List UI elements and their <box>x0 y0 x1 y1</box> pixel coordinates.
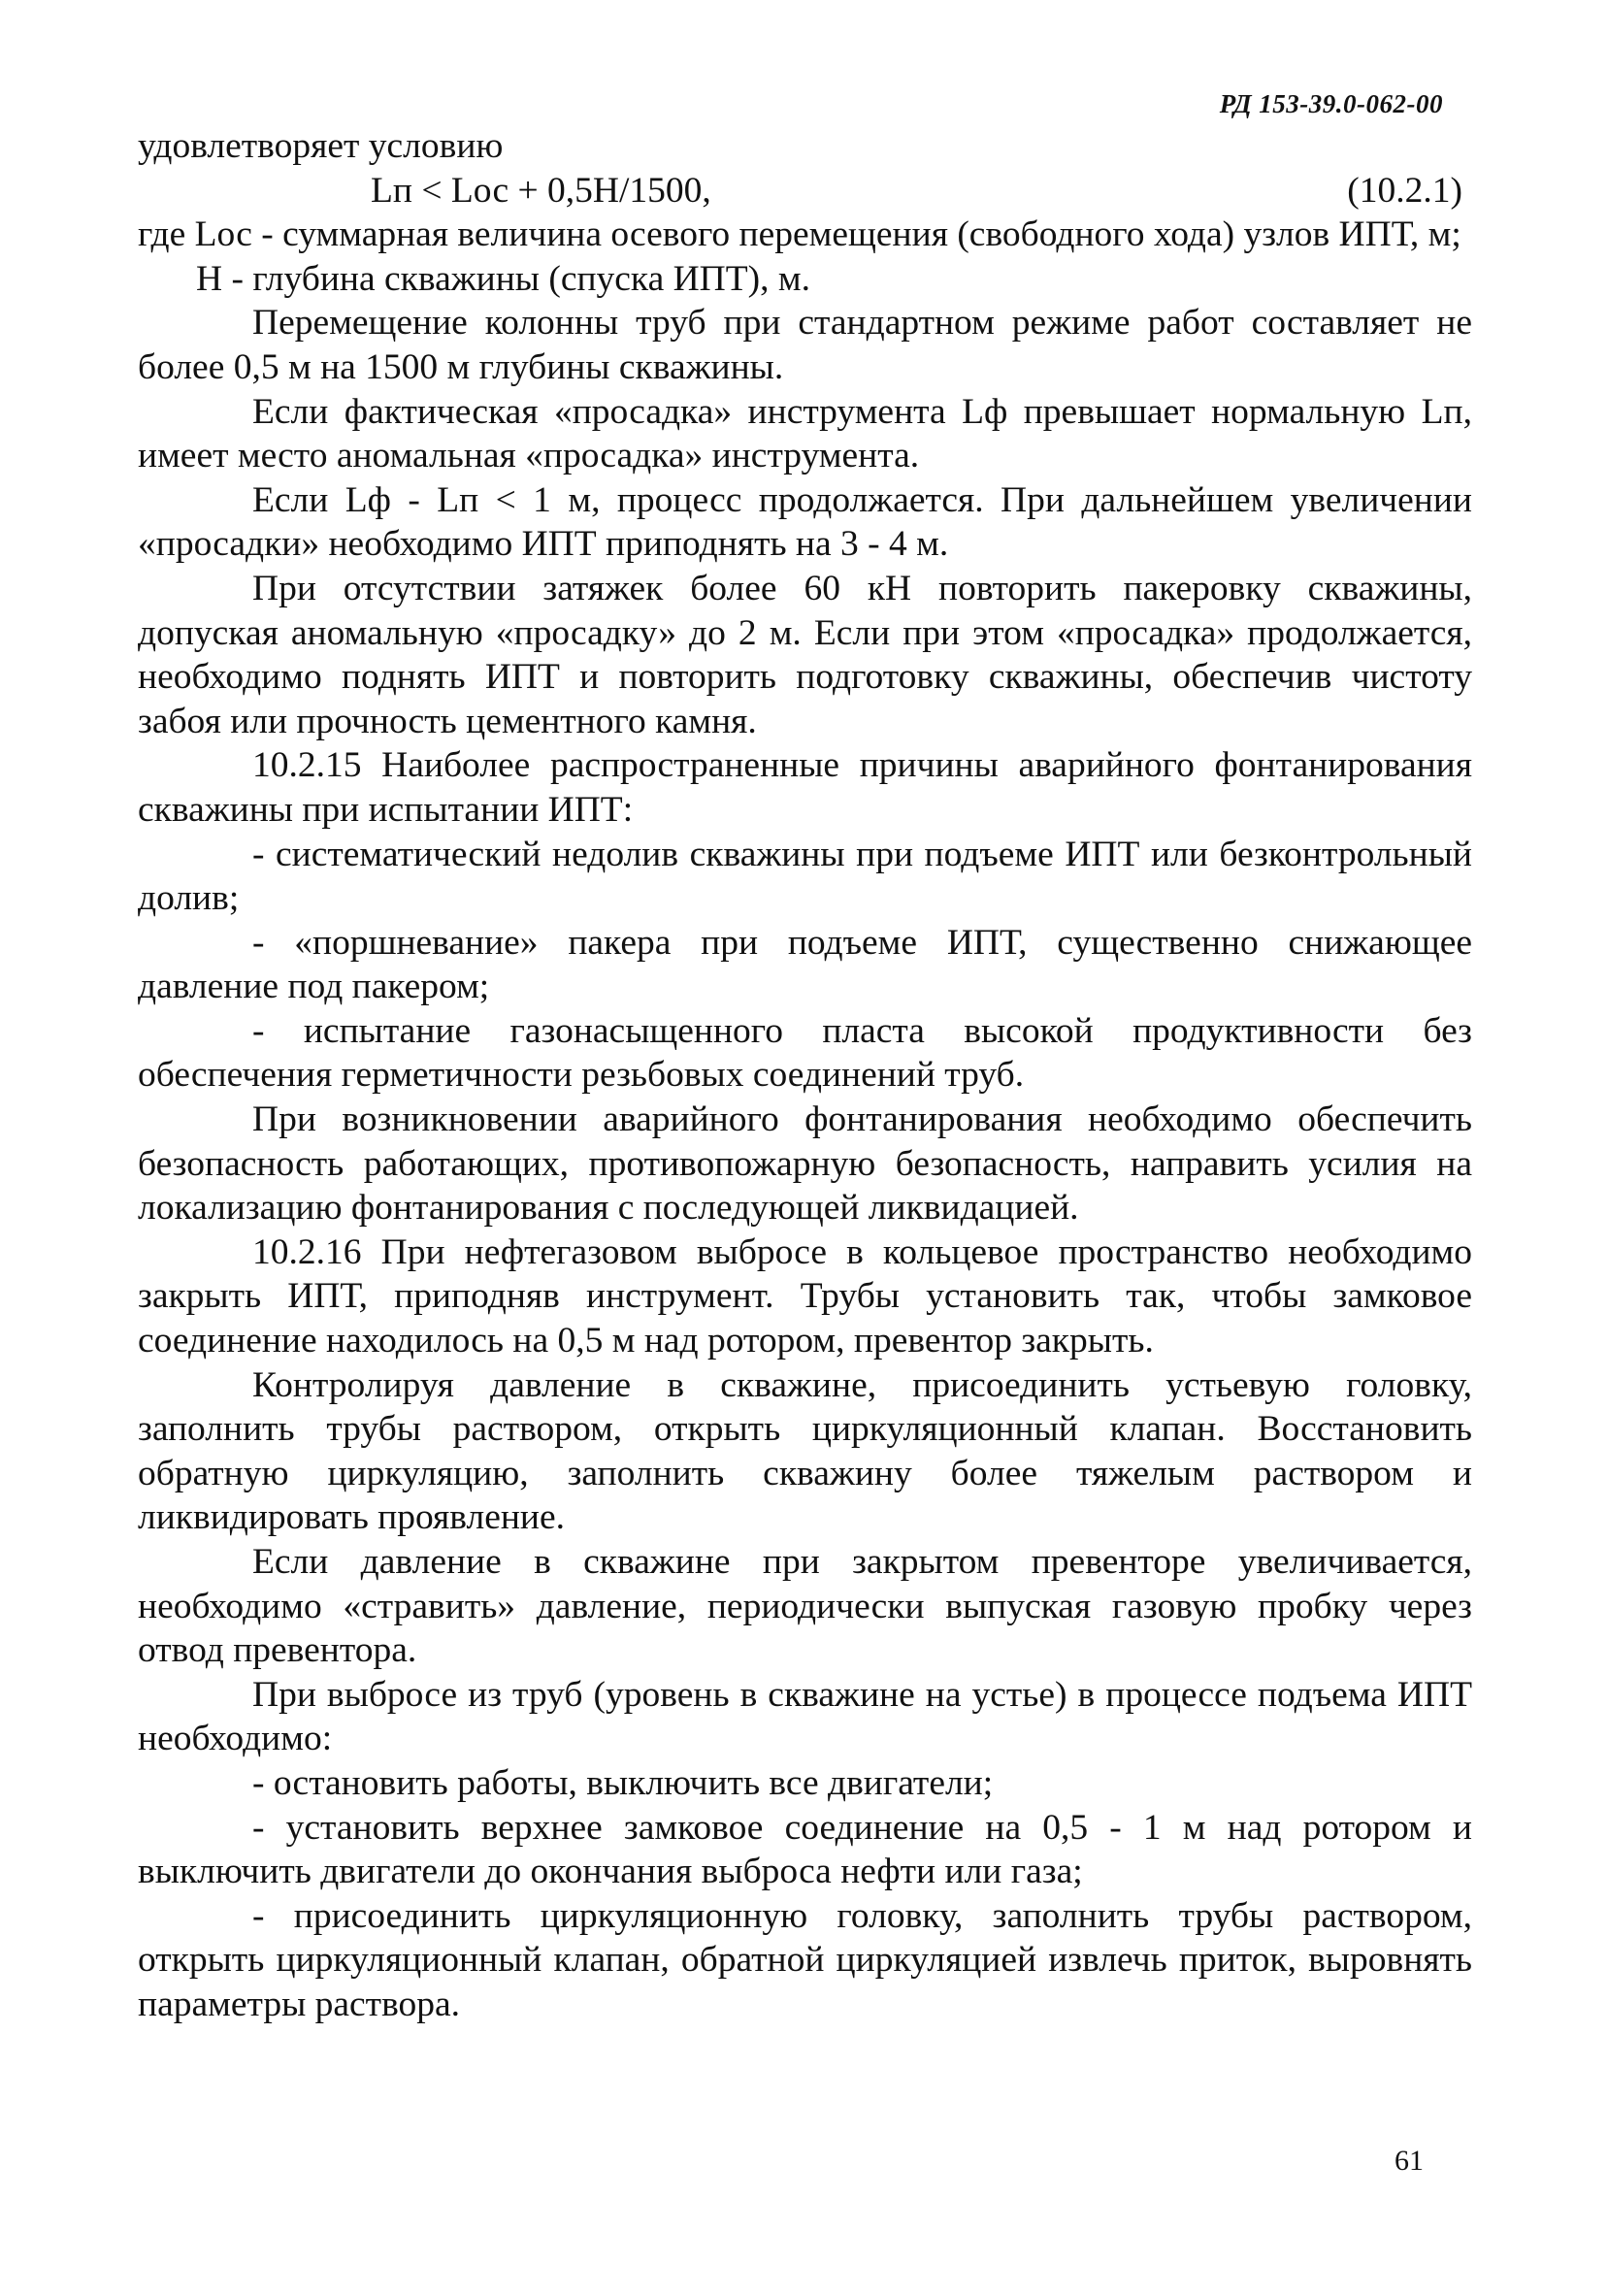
list-item: - испытание газонасыщенного пласта высокой продуктивности без обеспечения герметичности резьбовых соединений труб. <box>138 1010 1472 1096</box>
paragraph: Если фактическая «просадка» инструмента Lф превышает нормальную Lп, имеет место аномальная «просадка» инструмента. <box>138 391 1472 476</box>
section-10-2-15: 10.2.15 Наиболее распространенные причины аварийного фонтанирования скважины при испытании ИПТ: <box>138 745 1472 830</box>
list-item: - установить верхнее замковое соединение на 0,5 - 1 м над ротором и выключить двигатели до окончания выброса нефти или газа; <box>138 1807 1472 1892</box>
list-item: - «поршневание» пакера при подъеме ИПТ, существенно снижающее давление под пакером; <box>138 922 1472 1007</box>
document-code: РД 153-39.0-062-00 <box>1219 89 1443 118</box>
paragraph: Контролируя давление в скважине, присоединить устьевую головку, заполнить трубы раствором, открыть циркуляционный клапан. Восстановить обратную циркуляцию, заполнить скважину более тяжелым раствором и ликвидировать проявление. <box>138 1364 1472 1538</box>
list-item: - остановить работы, выключить все двигатели; <box>252 1762 994 1803</box>
paragraph: При отсутствии затяжек более 60 кН повторить пакеровку скважины, допуская аномальную «просадку» до 2 м. Если при этом «просадка» продолжается, необходимо поднять ИПТ и повторить подготовку скважины, обеспечив чистоту забоя или прочность цементного камня. <box>138 568 1472 741</box>
formula-10-2-1 <box>138 169 1472 213</box>
list-item: - присоединить циркуляционную головку, заполнить трубы раствором, открыть циркуляционный клапан, обратной циркуляцией извлечь приток, выровнять параметры раствора. <box>138 1895 1472 2024</box>
definition-h: H - глубина скважины (спуска ИПТ), м. <box>196 258 811 299</box>
paragraph: Если Lф - Lп < 1 м, процесс продолжается. При дальнейшем увеличении «просадки» необходимо ИПТ приподнять на 3 - 4 м. <box>138 479 1472 565</box>
page-body <box>138 124 1472 2027</box>
formula-expression: Lп < Lос + 0,5H/1500, <box>371 170 711 211</box>
list-item: - систематический недолив скважины при подъеме ИПТ или безконтрольный долив; <box>138 834 1472 919</box>
paragraph: Если давление в скважине при закрытом превенторе увеличивается, необходимо «стравить» давление, периодически выпуская газовую пробку через отвод превентора. <box>138 1542 1472 1671</box>
paragraph: Перемещение колонны труб при стандартном режиме работ составляет не более 0,5 м на 1500 м глубины скважины. <box>138 303 1472 387</box>
section-10-2-16: 10.2.16 При нефтегазовом выбросе в кольцевое пространство необходимо закрыть ИПТ, приподняв инструмент. Трубы установить так, чтобы замковое соединение находилось на 0,5 м над ротором, превентор закрыть. <box>138 1231 1472 1361</box>
definition-loc: где Lос - суммарная величина осевого перемещения (свободного хода) узлов ИПТ, м; <box>138 214 1461 255</box>
paragraph: При возникновении аварийного фонтанирования необходимо обеспечить безопасность работающих, противопожарную безопасность, направить усилия на локализацию фонтанирования с последующей ликвидацией. <box>138 1099 1472 1229</box>
page-number: 61 <box>1395 2145 1424 2177</box>
paragraph: При выбросе из труб (уровень в скважине на устье) в процессе подъема ИПТ необходимо: <box>138 1674 1472 1759</box>
intro-line: удовлетворяет условию <box>138 126 504 166</box>
formula-number: (10.2.1) <box>1347 170 1462 211</box>
